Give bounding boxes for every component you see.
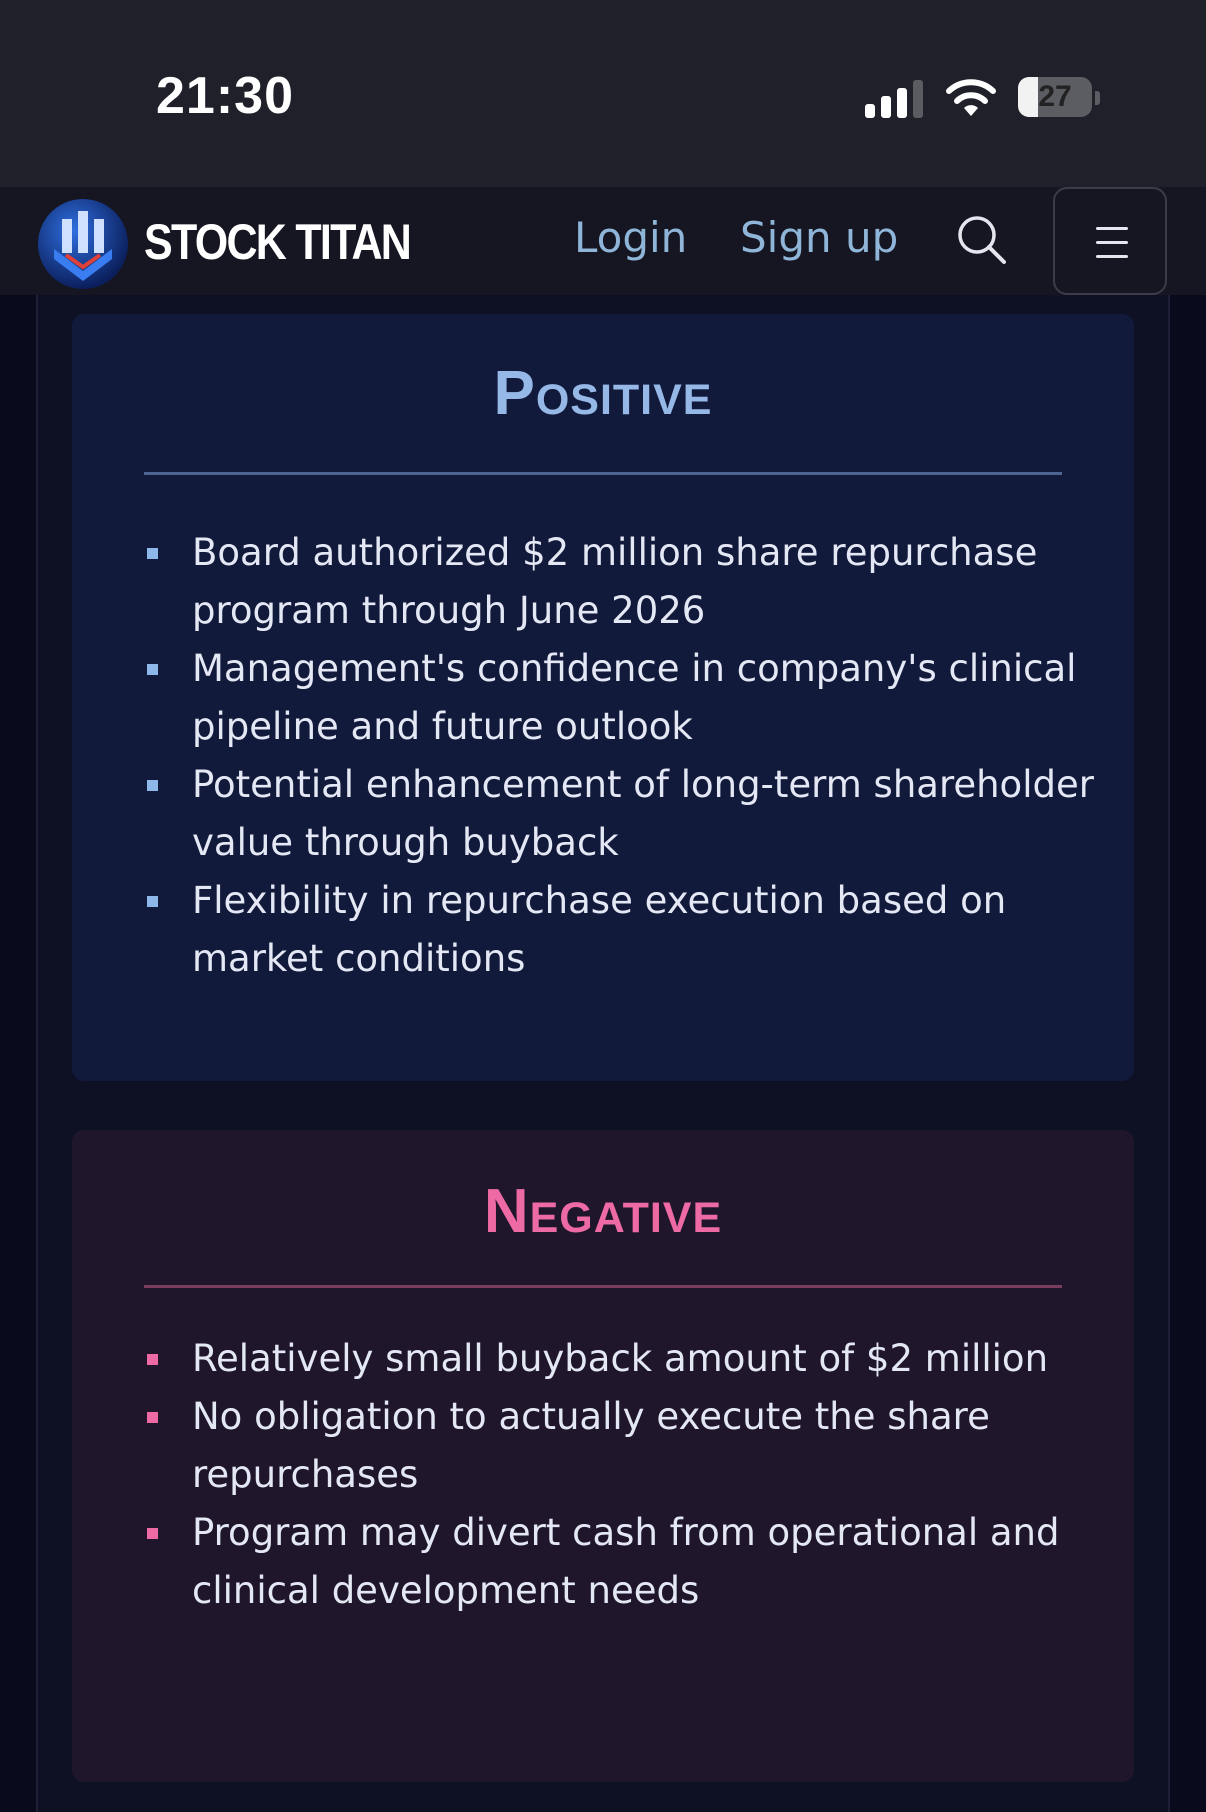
negative-card — [72, 1130, 1134, 1782]
login-link[interactable]: Login — [574, 213, 688, 262]
positive-title: Positive — [493, 359, 713, 428]
menu-icon-line — [1096, 227, 1128, 230]
positive-item: Management's confidence in company's clinical pipeline and future outlook — [72, 640, 1094, 756]
brand-name[interactable]: STOCK TITAN — [144, 214, 411, 270]
search-icon[interactable] — [955, 213, 1007, 265]
status-bar — [0, 0, 1206, 187]
positive-item: Potential enhancement of long-term shareholder value through buyback — [72, 756, 1094, 872]
positive-list — [144, 524, 1094, 988]
menu-icon-line — [1096, 255, 1128, 258]
logo-icon[interactable] — [36, 197, 130, 291]
wifi-icon — [945, 76, 997, 118]
negative-item: Relatively small buyback amount of $2 million — [72, 1330, 1094, 1388]
positive-item: Flexibility in repurchase execution based on market conditions — [72, 872, 1094, 988]
positive-card — [72, 314, 1134, 1081]
status-time: 21:30 — [156, 67, 294, 125]
menu-icon-line — [1096, 241, 1128, 244]
signup-link[interactable]: Sign up — [740, 213, 899, 262]
cellular-signal-icon — [865, 80, 925, 118]
negative-divider — [144, 1285, 1062, 1288]
battery-icon — [1018, 77, 1092, 117]
positive-divider — [144, 472, 1062, 475]
negative-title: Negative — [483, 1177, 723, 1246]
site-header — [0, 187, 1206, 295]
negative-item: Program may divert cash from operational and clinical development needs — [72, 1504, 1094, 1620]
positive-item: Board authorized $2 million share repurchase program through June 2026 — [72, 524, 1094, 640]
negative-item: No obligation to actually execute the share repurchases — [72, 1388, 1094, 1504]
battery-cap — [1095, 91, 1100, 105]
menu-button[interactable] — [1053, 187, 1167, 295]
battery-percentage: 27 — [1038, 80, 1072, 113]
negative-list — [144, 1330, 1094, 1620]
